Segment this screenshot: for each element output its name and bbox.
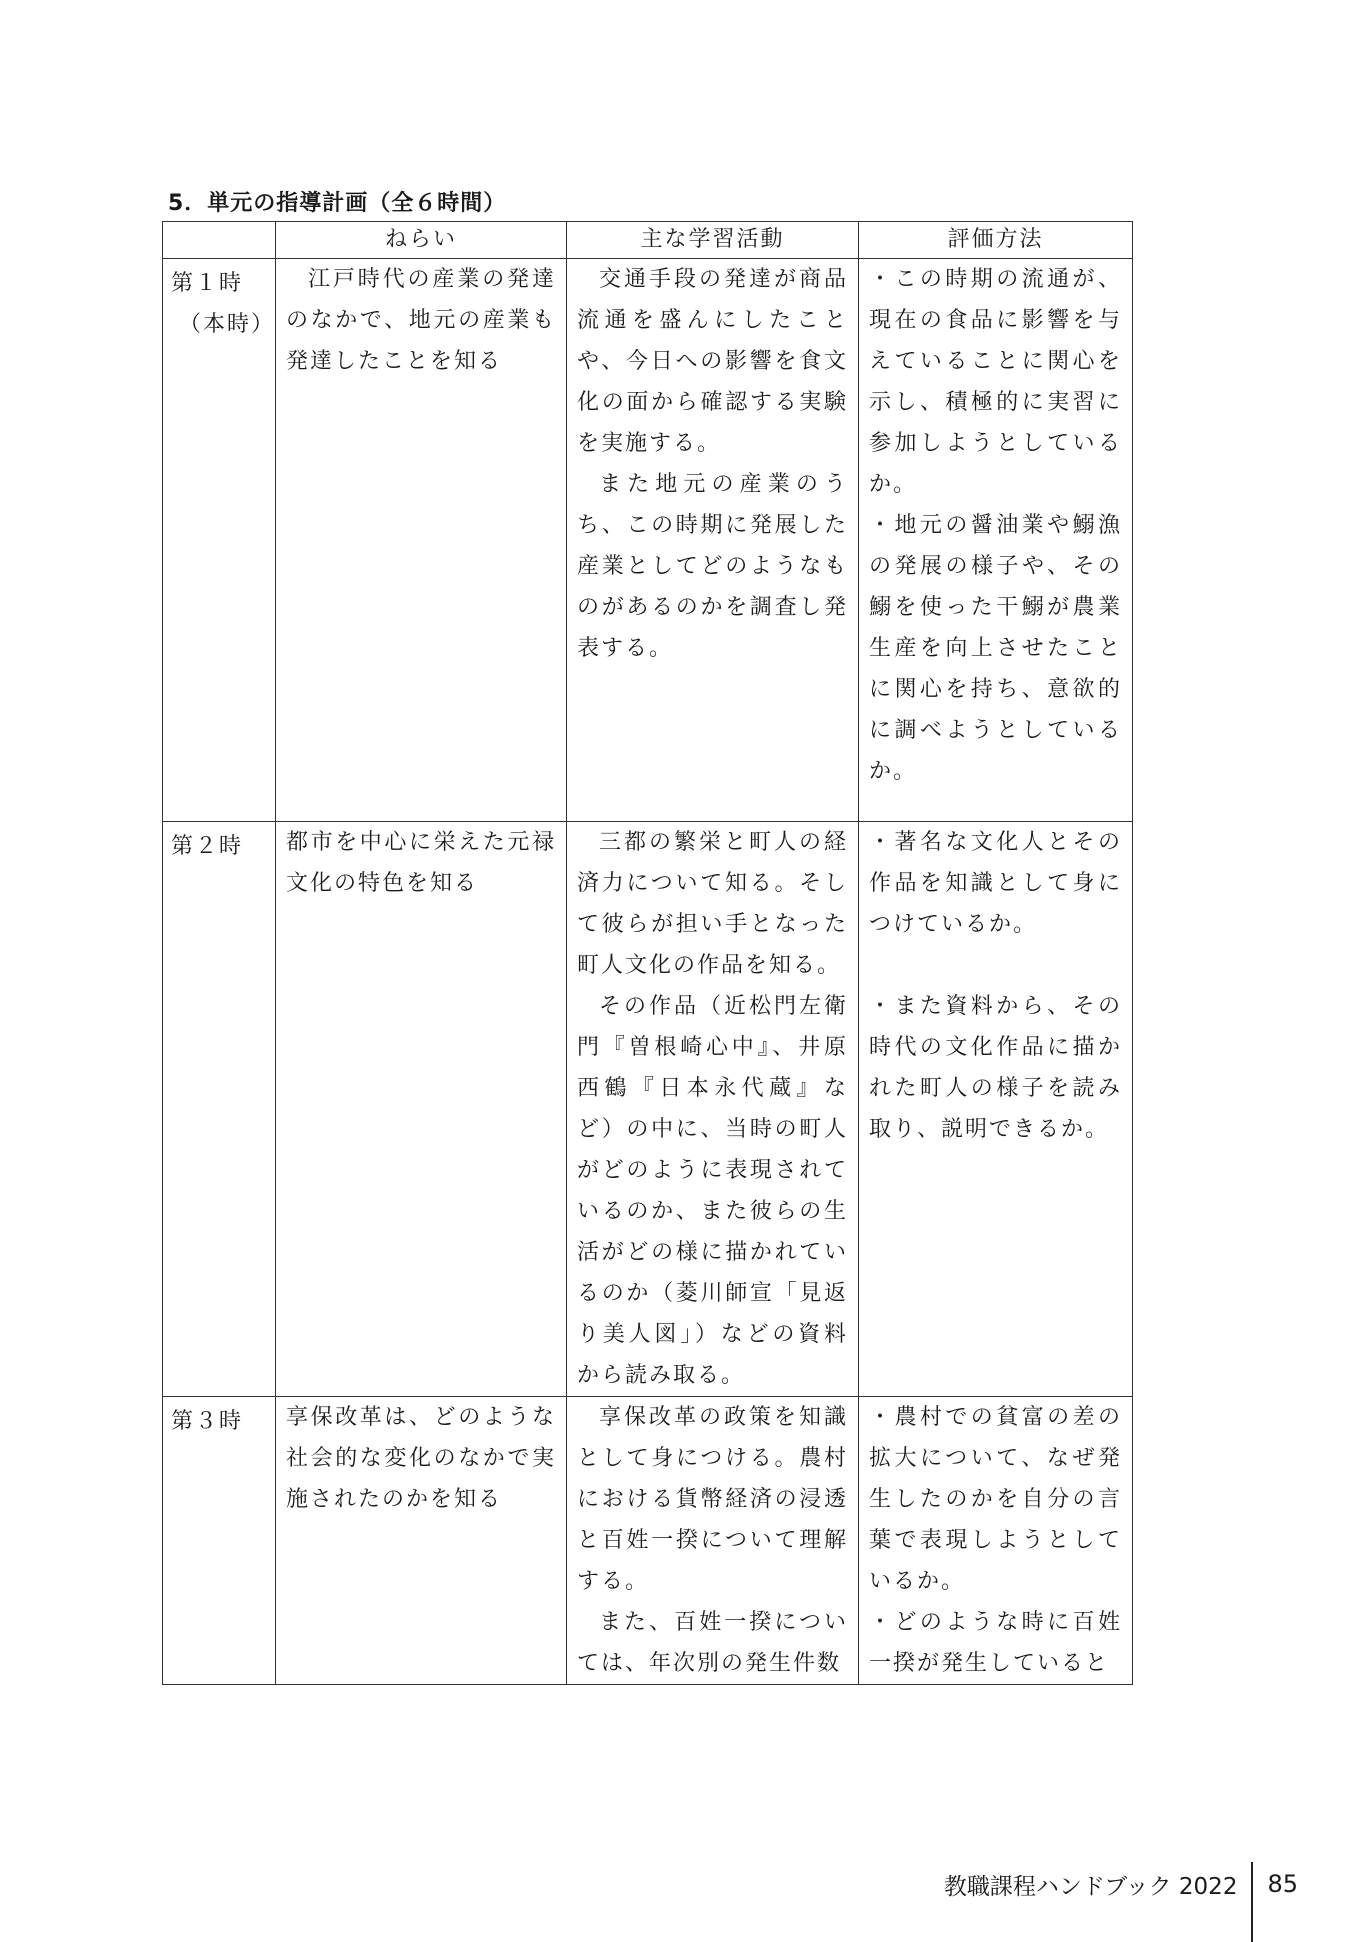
header-period: [163, 222, 276, 259]
period-label: 第２時: [171, 834, 244, 859]
period-label: 第１時: [171, 271, 244, 296]
period-cell: [163, 1397, 276, 1685]
evaluation-cell: [859, 1397, 1133, 1685]
evaluation-cell: [859, 259, 1133, 822]
evaluation-item: ・地元の醤油業や鰯漁の発展の様子や、その鰯を使った干鰯が農業生産を向上させたことに関心を持ち、意欲的に調べようとしているか。: [869, 513, 1122, 784]
table-header-row: [163, 222, 1133, 259]
evaluation-cell: [859, 822, 1133, 1397]
section-title: 5．単元の指導計画（全６時間）: [168, 191, 507, 216]
activities-cell: [567, 259, 859, 822]
activities-cell: [567, 1397, 859, 1685]
footer-divider: [1251, 1862, 1253, 1942]
lesson-plan-table: [162, 221, 1133, 1685]
evaluation-item: ・どのような時に百姓一揆が発生していると: [869, 1610, 1122, 1676]
header-activities: 主な学習活動: [567, 222, 859, 259]
table-row: [163, 822, 1133, 1397]
table-row: [163, 259, 1133, 822]
evaluation-item: ・また資料から、その時代の文化作品に描かれた町人の様子を読み取り、説明できるか。: [869, 994, 1122, 1142]
evaluation-item: ・著名な文化人とその作品を知識として身につけているか。: [869, 830, 1122, 937]
aim-cell: [276, 259, 567, 822]
aim-cell: [276, 1397, 567, 1685]
activity-paragraph: その作品（近松門左衛門『曽根崎心中』、井原西鶴『日本永代蔵』など）の中に、当時の町人がどのように表現されているのか、また彼らの生活がどの様に描かれているのか（菱川師宣「見返り美人図」）などの資料から読み取る。: [577, 994, 848, 1388]
evaluation-item: ・農村での貧富の差の拡大について、なぜ発生したのかを自分の言葉で表現しようとしているか。: [869, 1405, 1122, 1594]
activities-cell: [567, 822, 859, 1397]
evaluation-item: ・この時期の流通が、現在の食品に影響を与えていることに関心を示し、積極的に実習に参加しようとしているか。: [869, 267, 1122, 497]
period-cell: [163, 259, 276, 822]
table-row: [163, 1397, 1133, 1685]
header-aim: ねらい: [276, 222, 567, 259]
activity-paragraph: また地元の産業のうち、この時期に発展した産業としてどのようなものがあるのかを調査し発表する。: [577, 472, 848, 661]
spacer: [869, 945, 1122, 986]
book-title: 教職課程ハンドブック 2022: [943, 1873, 1238, 1900]
activity-paragraph: 三都の繁栄と町人の経済力について知る。そして彼らが担い手となった町人文化の作品を知る。: [577, 830, 848, 978]
period-label: 第３時: [171, 1409, 244, 1434]
period-sub-label: （本時）: [179, 312, 276, 337]
activity-paragraph: 享保改革の政策を知識として身につける。農村における貨幣経済の浸透と百姓一揆について理解する。: [577, 1405, 848, 1594]
period-cell: [163, 822, 276, 1397]
aim-text: 江戸時代の産業の発達のなかで、地元の産業も発達したことを知る: [286, 267, 556, 374]
aim-text: 享保改革は、どのような社会的な変化のなかで実施されたのかを知る: [286, 1405, 556, 1512]
page-footer: [944, 1844, 1298, 1924]
aim-cell: [276, 822, 567, 1397]
aim-text: 都市を中心に栄えた元禄文化の特色を知る: [286, 830, 556, 896]
activity-paragraph: また、百姓一揆については、年次別の発生件数: [577, 1610, 848, 1676]
activity-paragraph: 交通手段の発達が商品流通を盛んにしたことや、今日への影響を食文化の面から確認する実験を実施する。: [577, 267, 848, 456]
header-evaluation: 評価方法: [859, 222, 1133, 259]
page-number: 85: [1267, 1870, 1298, 1898]
